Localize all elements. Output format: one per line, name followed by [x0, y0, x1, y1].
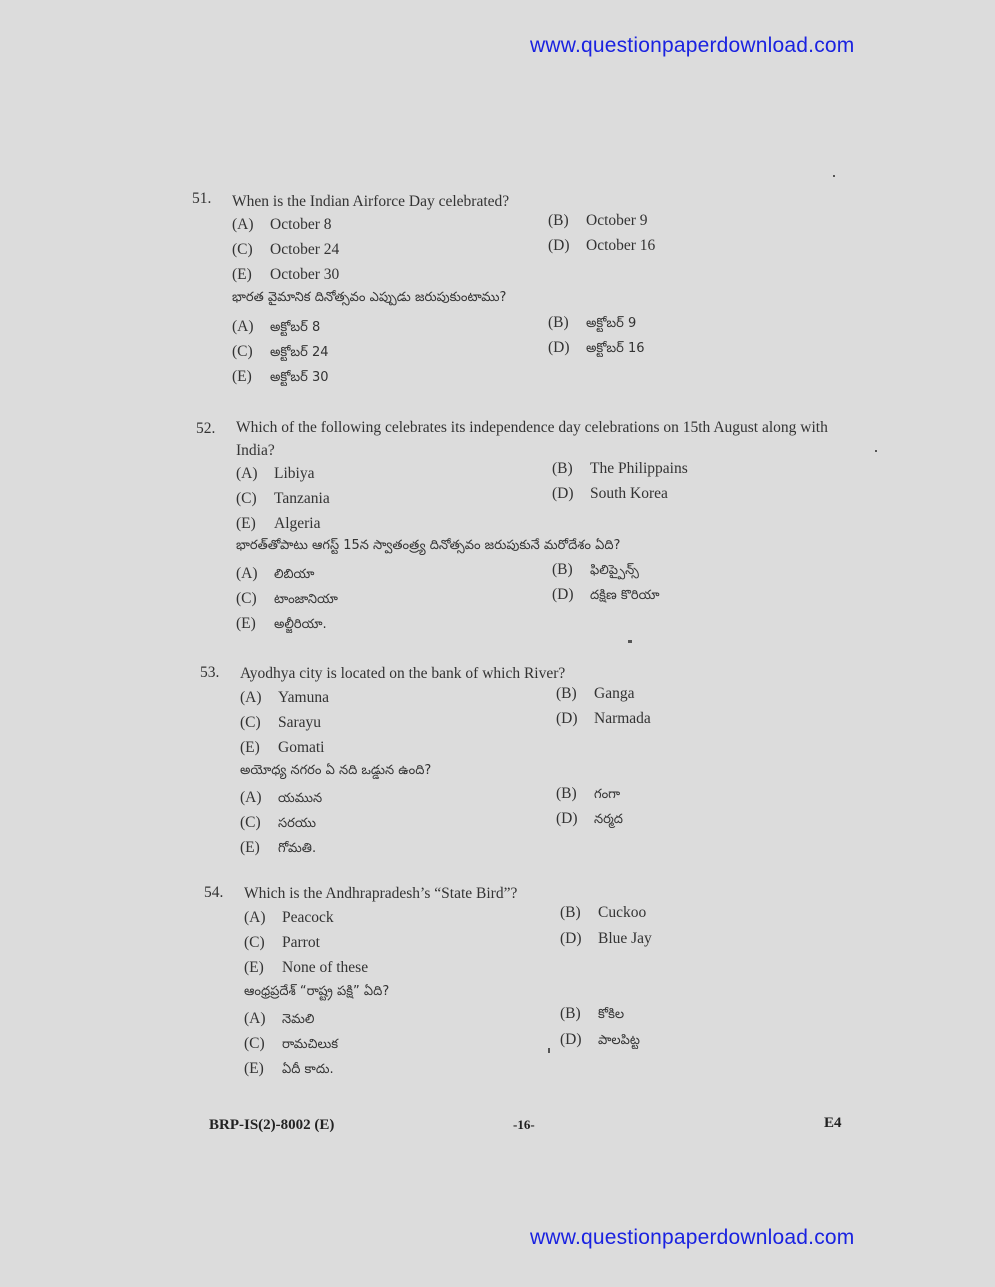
- option-b-en: (B) Cuckoo: [560, 904, 647, 921]
- question-53: [200, 662, 820, 862]
- option-e-en: (E) None of these: [244, 959, 369, 976]
- option-a-en: (A) October 8: [232, 216, 332, 233]
- option-b-te: (B) అక్టోబర్ 9: [548, 314, 637, 331]
- scan-speck: [548, 1048, 550, 1053]
- question-stem-te: భారత వైమానిక దినోత్సవం ఎప్పుడు జరుపుకుంటాము?: [232, 290, 507, 305]
- option-c-te: (C) అక్టోబర్ 24: [232, 343, 329, 360]
- question-stem-en: Ayodhya city is located on the bank of which River?: [240, 665, 566, 682]
- option-a-en: (A) Peacock: [244, 909, 334, 926]
- question-stem-te: భారత్‌తోపాటు ఆగస్ట్ 15న స్వాతంత్ర్య దినోత్సవం జరుపుకునే మరోదేశం ఏది?: [236, 538, 621, 553]
- question-number: 53.: [200, 664, 220, 681]
- question-54: [204, 882, 824, 1082]
- option-d-te: (D) అక్టోబర్ 16: [548, 339, 645, 356]
- question-number: 52.: [196, 420, 216, 437]
- option-d-en: (D) Narmada: [556, 710, 651, 727]
- page-number: -16-: [513, 1117, 535, 1132]
- option-b-te: (B) కోకిల: [560, 1005, 625, 1022]
- option-d-te: (D) నర్మద: [556, 810, 623, 827]
- question-number: 51.: [192, 190, 212, 207]
- option-d-en: (D) October 16: [548, 237, 656, 254]
- option-b-te: (B) గంగా: [556, 785, 621, 802]
- option-c-te: (C) రామచిలుక: [244, 1035, 338, 1052]
- option-d-en: (D) Blue Jay: [560, 930, 652, 947]
- option-a-te: (A) నెమలి: [244, 1010, 315, 1027]
- option-e-te: (E) అక్టోబర్ 30: [232, 368, 329, 385]
- option-e-te: (E) ఏదీ కాదు.: [244, 1060, 334, 1077]
- question-stem-te: ఆంధ్రప్రదేశ్ “రాష్ట్ర పక్షి” ఏది?: [244, 984, 390, 999]
- option-b-en: (B) October 9: [548, 212, 648, 229]
- paper-series: E4: [824, 1115, 842, 1131]
- option-e-en: (E) Gomati: [240, 739, 325, 756]
- question-stem-en: When is the Indian Airforce Day celebrated?: [232, 193, 510, 210]
- question-stem-en: Which of the following celebrates its independence day celebrations on 15th August along with India?: [236, 419, 828, 459]
- option-b-en: (B) Ganga: [556, 685, 635, 702]
- option-b-te: (B) ఫిలిప్పైన్స్: [552, 561, 639, 578]
- question-51: [192, 190, 812, 390]
- paper-code: BRP-IS(2)-8002 (E): [209, 1117, 335, 1133]
- option-d-te: (D) దక్షిణ కొరియా: [552, 586, 660, 603]
- option-c-en: (C) October 24: [232, 241, 340, 258]
- option-a-te: (A) అక్టోబర్ 8: [232, 318, 321, 335]
- option-e-te: (E) గోమతి.: [240, 839, 317, 856]
- watermark-bottom: www.questionpaperdownload.com: [530, 1226, 855, 1249]
- option-a-te: (A) లిబియా: [236, 565, 315, 582]
- scan-speck: [628, 640, 632, 643]
- question-number: 54.: [204, 884, 224, 901]
- question-52: [196, 416, 836, 636]
- option-c-en: (C) Tanzania: [236, 490, 330, 507]
- option-d-en: (D) South Korea: [552, 485, 668, 502]
- option-d-te: (D) పాలపిట్ట: [560, 1031, 640, 1048]
- option-c-te: (C) సరయు: [240, 814, 317, 831]
- option-e-en: (E) Algeria: [236, 515, 321, 532]
- option-a-en: (A) Libiya: [236, 465, 315, 482]
- question-stem-en: Which is the Andhrapradesh’s “State Bird”?: [244, 885, 518, 902]
- option-c-en: (C) Sarayu: [240, 714, 322, 731]
- option-b-en: (B) The Philippains: [552, 460, 688, 477]
- option-a-te: (A) యమున: [240, 789, 323, 806]
- scan-speck: [833, 175, 835, 177]
- option-c-en: (C) Parrot: [244, 934, 320, 951]
- option-a-en: (A) Yamuna: [240, 689, 329, 706]
- question-stem-te: అయోధ్య నగరం ఏ నది ఒడ్డున ఉంది?: [240, 763, 432, 778]
- option-c-te: (C) టాంజానియా: [236, 590, 338, 607]
- watermark-top: www.questionpaperdownload.com: [530, 34, 855, 57]
- option-e-en: (E) October 30: [232, 266, 340, 283]
- option-e-te: (E) అల్జీరియా.: [236, 615, 327, 632]
- scan-speck: [875, 450, 877, 452]
